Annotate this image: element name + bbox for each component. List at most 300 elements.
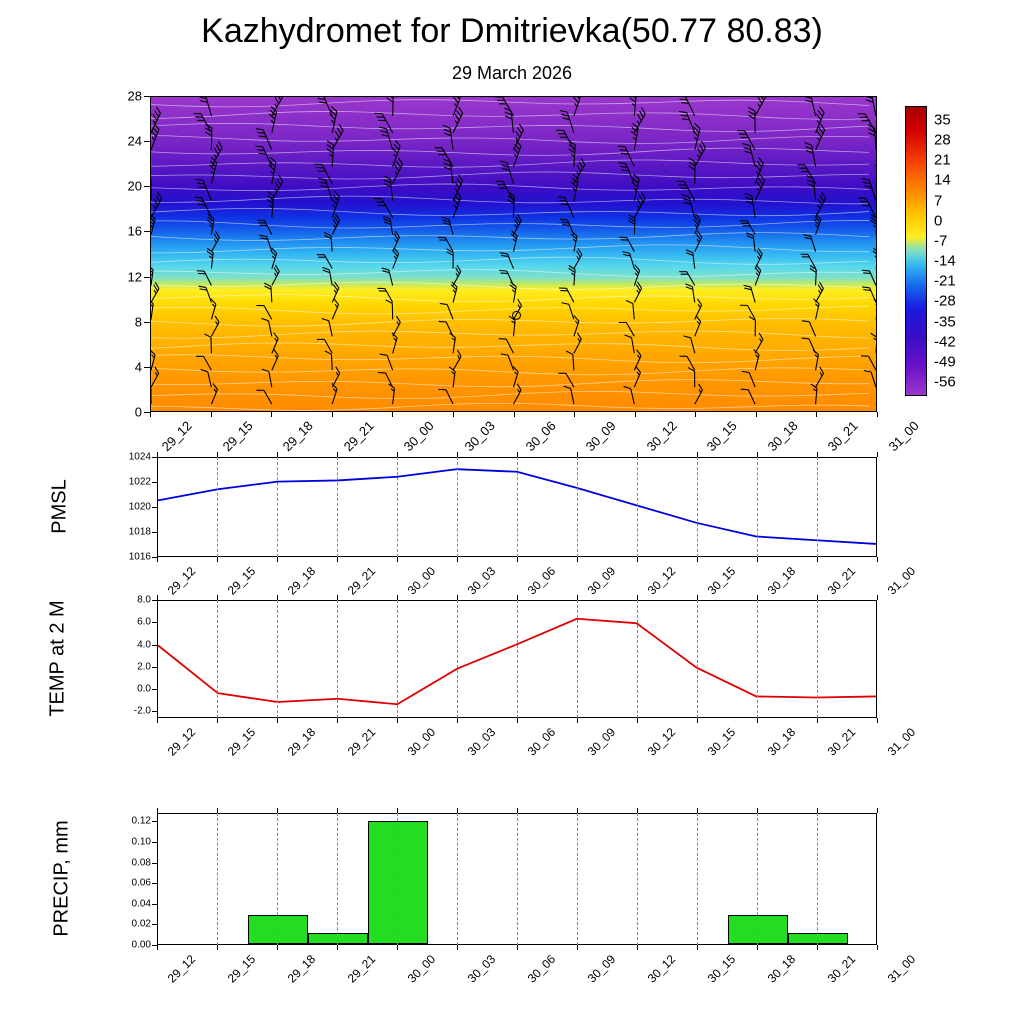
wind-barb: [513, 214, 521, 234]
wind-barb: [151, 192, 162, 218]
isoline: [151, 245, 869, 253]
wind-barb: [393, 248, 399, 269]
y-tickmark: [152, 600, 157, 601]
wind-barb: [864, 96, 875, 116]
x-tick-label: 29_18: [284, 725, 319, 759]
x-tick-label: 30_21: [824, 725, 859, 759]
x-tickmark: [397, 718, 398, 723]
wind-barb: [197, 271, 212, 286]
x-tick-label: 30_12: [644, 564, 679, 598]
sounding-y-tick: 24: [127, 133, 142, 149]
gridline-v: [637, 457, 638, 557]
x-tick-label: 31_00: [884, 725, 919, 759]
wind-barb: [453, 191, 461, 217]
sounding-x-tick: 30_15: [703, 418, 741, 455]
wind-barb: [267, 192, 274, 218]
x-tick-label: 30_03: [464, 725, 499, 759]
wind-barb: [862, 270, 876, 285]
x-tick-label: 29_21: [344, 564, 379, 598]
wind-barb: [332, 191, 339, 217]
sounding-x-tickmark: [150, 412, 151, 417]
wind-barb: [858, 198, 876, 218]
x-tickmark-top: [457, 595, 458, 600]
y-tickmark: [152, 924, 157, 925]
wind-barb: [389, 384, 395, 404]
x-tick-label: 31_00: [884, 952, 919, 986]
x-tick-label: 30_06: [524, 725, 559, 759]
wind-barb: [211, 316, 219, 336]
x-tickmark: [157, 945, 158, 950]
wind-barb: [257, 220, 272, 234]
y-tick-label: 0.10: [131, 836, 151, 848]
wind-barb: [741, 389, 755, 404]
y-tickmark: [152, 667, 157, 668]
wind-barb: [805, 143, 816, 167]
gridline-v: [277, 813, 278, 945]
wind-barb: [377, 288, 392, 302]
gridline-v: [577, 813, 578, 945]
wind-barb: [873, 248, 877, 269]
pmsl-y-label: PMSL: [48, 479, 71, 534]
sounding-y-tickmark: [144, 231, 150, 232]
x-tickmark-top: [757, 595, 758, 600]
x-tickmark-top: [877, 595, 878, 600]
wind-barb: [442, 217, 453, 234]
colorbar-tick-label: -7: [934, 232, 948, 250]
sounding-y-tickmark: [144, 277, 150, 278]
wind-barb: [314, 164, 332, 184]
colorbar-tick-label: 7: [934, 192, 943, 210]
wind-barb: [632, 174, 639, 200]
colorbar-tick-label: 0: [934, 212, 943, 230]
wind-barb: [802, 321, 816, 337]
wind-barb: [689, 158, 696, 184]
x-tickmark-top: [757, 808, 758, 813]
sounding-y-tickmark: [144, 322, 150, 323]
wind-barb: [198, 96, 211, 116]
wind-barb: [564, 386, 574, 404]
wind-barb: [150, 175, 151, 201]
y-tick-label: 1016: [128, 551, 151, 563]
sounding-x-tick: 30_00: [400, 418, 438, 455]
x-tick-label: 30_15: [704, 952, 739, 986]
wind-barb: [151, 124, 159, 150]
x-tickmark: [217, 718, 218, 723]
x-tick-label: 29_21: [344, 952, 379, 986]
wind-barb: [754, 350, 759, 371]
wind-barb: [150, 254, 151, 269]
x-tickmark-top: [817, 595, 818, 600]
gridline-v: [397, 600, 398, 718]
gridline-v: [457, 600, 458, 718]
wind-barb: [322, 319, 333, 337]
y-tickmark: [152, 557, 157, 558]
sounding-y-tick: 4: [134, 359, 142, 375]
wind-barb: [749, 317, 755, 337]
x-tickmark: [397, 557, 398, 562]
wind-barb: [755, 175, 764, 201]
y-tick-label: 8.0: [137, 594, 151, 606]
wind-barb: [382, 268, 393, 286]
wind-barb: [688, 368, 695, 388]
gridline-v: [217, 600, 218, 718]
y-tickmark: [152, 507, 157, 508]
wind-barb: [150, 144, 151, 167]
sounding-x-tick: 30_06: [522, 418, 559, 455]
x-tickmark: [277, 718, 278, 723]
wind-barb: [272, 265, 279, 285]
sounding-y-tickmark: [144, 186, 150, 187]
sounding-x-tick: 30_03: [461, 418, 498, 455]
wind-barb: [677, 181, 695, 200]
wind-barb: [755, 96, 766, 116]
wind-barb: [618, 163, 634, 184]
page-title: Kazhydromet for Dmitrievka(50.77 80.83): [201, 12, 823, 50]
wind-barb: [744, 285, 756, 302]
wind-barb: [196, 356, 211, 370]
y-tickmark: [152, 532, 157, 533]
wind-barb: [443, 125, 453, 150]
isoline: [151, 270, 869, 277]
gridline-v: [637, 600, 638, 718]
x-tickmark-top: [517, 808, 518, 813]
precip-bar: [728, 915, 788, 944]
y-tickmark: [152, 842, 157, 843]
x-tickmark: [457, 945, 458, 950]
x-tickmark: [517, 718, 518, 723]
x-tickmark-top: [517, 452, 518, 457]
x-tickmark: [757, 945, 758, 950]
gridline-v: [457, 457, 458, 557]
wind-barb: [695, 299, 702, 320]
x-tickmark-top: [697, 595, 698, 600]
x-tickmark: [217, 945, 218, 950]
x-tickmark: [517, 945, 518, 950]
colorbar-tick-label: -42: [934, 333, 956, 351]
isoline: [151, 368, 869, 375]
isoline: [151, 221, 869, 228]
gridline-v: [637, 813, 638, 945]
wind-barb: [504, 108, 513, 133]
y-tick-label: 1022: [128, 476, 151, 488]
x-tickmark-top: [457, 808, 458, 813]
sounding-y-tickmark: [144, 367, 150, 368]
x-tickmark: [877, 557, 878, 562]
x-tick-label: 30_09: [584, 564, 619, 598]
wind-barb: [199, 286, 212, 302]
y-tickmark: [152, 457, 157, 458]
wind-barb: [386, 300, 393, 320]
wind-barb: [256, 390, 271, 404]
wind-barb: [447, 249, 453, 269]
x-tickmark: [877, 945, 878, 950]
y-tick-label: 6.0: [137, 616, 151, 628]
gridline-v: [697, 457, 698, 557]
sounding-x-tickmark: [211, 412, 212, 417]
x-tick-label: 30_18: [764, 564, 799, 598]
y-tickmark: [152, 821, 157, 822]
y-tickmark: [152, 689, 157, 690]
calm-wind-marker: [512, 311, 520, 319]
wind-barb: [559, 288, 574, 302]
x-tickmark: [697, 945, 698, 950]
wind-barb: [566, 351, 574, 370]
wind-barb: [876, 383, 877, 404]
sounding-overlay: [151, 97, 876, 412]
gridline-v: [397, 457, 398, 557]
gridline-v: [217, 813, 218, 945]
sounding-x-tickmark: [514, 412, 515, 417]
isoline: [151, 233, 869, 241]
x-tickmark: [577, 557, 578, 562]
sounding-x-tickmark: [816, 412, 817, 417]
gridline-v: [697, 600, 698, 718]
x-tickmark-top: [397, 595, 398, 600]
wind-barb: [871, 215, 877, 235]
x-tick-label: 29_21: [344, 725, 379, 759]
gridline-v: [337, 813, 338, 945]
x-tickmark-top: [757, 452, 758, 457]
isoline: [151, 148, 869, 155]
x-tickmark-top: [397, 808, 398, 813]
sounding-x-tickmark: [453, 412, 454, 417]
wind-barb: [684, 336, 695, 353]
x-tickmark-top: [457, 452, 458, 457]
colorbar-tick-label: 21: [934, 151, 951, 169]
gridline-v: [457, 813, 458, 945]
x-tickmark: [757, 557, 758, 562]
wind-barb: [858, 114, 876, 133]
sounding-x-tickmark: [271, 412, 272, 417]
colorbar-tick-label: 35: [934, 111, 951, 129]
gridline-v: [217, 457, 218, 557]
wind-barb: [679, 112, 695, 133]
gridline-v: [817, 813, 818, 945]
x-tickmark: [757, 718, 758, 723]
sounding-x-tick: 29_21: [340, 418, 377, 455]
y-tick-label: 1024: [128, 451, 151, 463]
wind-barb: [393, 316, 401, 336]
wind-barb: [332, 214, 339, 234]
gridline-v: [757, 457, 758, 557]
isoline: [151, 306, 869, 314]
wind-barb: [803, 96, 815, 116]
wind-barb: [573, 96, 580, 116]
x-tickmark: [457, 557, 458, 562]
x-tickmark: [877, 718, 878, 723]
sounding-y-tickmark: [144, 96, 150, 97]
isoline: [151, 391, 869, 398]
precip-bar: [788, 933, 848, 944]
gridline-v: [397, 813, 398, 945]
wind-barb: [634, 350, 641, 371]
wind-barb: [332, 367, 340, 387]
wind-barb: [569, 141, 576, 167]
y-tickmark: [152, 904, 157, 905]
sounding-x-tickmark: [332, 412, 333, 417]
wind-barb: [876, 316, 877, 336]
sounding-x-tick: 29_12: [158, 418, 195, 455]
wind-barb: [332, 282, 339, 303]
wind-barb: [272, 175, 283, 200]
x-tickmark-top: [157, 808, 158, 813]
x-tick-label: 30_00: [404, 725, 439, 759]
wind-barb: [737, 131, 755, 150]
isoline: [151, 318, 869, 326]
x-tickmark: [277, 945, 278, 950]
y-tick-label: 0.08: [131, 857, 151, 868]
y-tickmark: [152, 883, 157, 884]
x-tickmark-top: [637, 452, 638, 457]
x-tick-label: 30_18: [764, 952, 799, 986]
isoline: [151, 208, 869, 215]
y-tickmark: [152, 945, 157, 946]
wind-barb: [742, 371, 755, 387]
x-tickmark-top: [877, 808, 878, 813]
wind-barb: [261, 318, 271, 336]
wind-barb: [317, 339, 332, 353]
colorbar-tick-label: -56: [934, 373, 956, 391]
x-tick-label: 30_18: [764, 725, 799, 759]
x-tick-label: 30_15: [704, 564, 739, 598]
x-tick-label: 29_15: [224, 564, 259, 598]
x-tickmark-top: [217, 595, 218, 600]
temp-y-label: TEMP at 2 M: [46, 600, 69, 717]
sounding-x-tick: 30_21: [824, 418, 862, 455]
y-tick-label: 0.06: [131, 877, 151, 889]
x-tick-label: 30_06: [524, 564, 559, 598]
wind-barb: [272, 350, 279, 371]
wind-barb: [375, 113, 393, 132]
x-tickmark: [397, 945, 398, 950]
wind-barb: [562, 303, 574, 320]
wind-barb: [679, 272, 694, 286]
wind-barb: [264, 283, 272, 302]
wind-barb: [634, 367, 640, 388]
gridline-v: [577, 457, 578, 557]
isoline: [151, 380, 869, 387]
gridline-v: [337, 457, 338, 557]
sounding-x-tick: 31_00: [885, 418, 922, 455]
x-tickmark: [217, 557, 218, 562]
colorbar-tick-label: -14: [934, 252, 956, 270]
x-tickmark: [637, 557, 638, 562]
colorbar-tick-label: -49: [934, 353, 956, 371]
wind-barb: [453, 350, 461, 370]
sounding-x-tick: 30_09: [582, 418, 619, 455]
gridline-v: [757, 813, 758, 945]
wind-barb: [861, 356, 876, 370]
x-tickmark-top: [157, 452, 158, 457]
wind-barb: [862, 287, 876, 302]
wind-barb: [574, 248, 582, 268]
y-tick-label: 1018: [128, 526, 151, 538]
sounding-x-tickmark: [574, 412, 575, 417]
colorbar-tick-label: -28: [934, 292, 956, 310]
x-tickmark-top: [577, 595, 578, 600]
y-tickmark: [152, 711, 157, 712]
x-tick-label: 30_12: [644, 952, 679, 986]
gridline-v: [757, 600, 758, 718]
wind-barb: [150, 321, 151, 336]
colorbar-tick-label: 28: [934, 131, 951, 149]
wind-barb: [695, 384, 703, 404]
wind-barb: [797, 165, 815, 184]
wind-barb: [393, 140, 401, 166]
x-tickmark-top: [397, 452, 398, 457]
sounding-x-tick: 29_15: [219, 418, 256, 455]
gridline-v: [337, 600, 338, 718]
wind-barb: [868, 125, 876, 150]
colorbar-tick-label: -35: [934, 313, 956, 331]
gridline-v: [277, 457, 278, 557]
page-subtitle: 29 March 2026: [451, 63, 573, 83]
sounding-x-tick: 30_18: [764, 418, 801, 455]
gridline-v: [817, 457, 818, 557]
x-tickmark: [637, 945, 638, 950]
wind-barb: [513, 124, 523, 150]
wind-barb: [207, 248, 213, 268]
wind-barb: [574, 333, 581, 353]
x-tickmark-top: [337, 595, 338, 600]
colorbar: [905, 106, 927, 396]
wind-barb: [679, 356, 694, 370]
wind-barb: [453, 265, 461, 285]
x-tickmark: [697, 557, 698, 562]
x-tickmark: [457, 718, 458, 723]
x-tickmark-top: [637, 595, 638, 600]
wind-barb: [324, 233, 332, 252]
wind-barb: [619, 237, 634, 251]
wind-barb: [814, 214, 821, 235]
sounding-x-tickmark: [635, 412, 636, 417]
y-tick-label: 1020: [128, 501, 151, 513]
y-tick-label: 2.0: [137, 661, 151, 673]
y-tick-label: 0.0: [137, 683, 151, 695]
x-tickmark: [817, 945, 818, 950]
x-tick-label: 30_21: [824, 952, 859, 986]
x-tickmark-top: [337, 452, 338, 457]
sounding-y-tick: 0: [134, 404, 142, 420]
wind-barb: [439, 389, 454, 404]
wind-barb: [209, 157, 216, 183]
y-tick-label: 0.12: [131, 815, 151, 827]
x-tickmark-top: [577, 452, 578, 457]
y-tick-label: -2.0: [133, 705, 151, 717]
wind-barb: [628, 215, 635, 235]
gridline-v: [517, 600, 518, 718]
wind-barb: [876, 141, 877, 167]
wind-barb: [332, 124, 343, 150]
isoline: [151, 135, 869, 143]
x-tick-label: 30_00: [404, 952, 439, 986]
x-tickmark: [577, 945, 578, 950]
wind-barb: [816, 367, 824, 387]
sounding-x-tickmark: [756, 412, 757, 417]
wind-barb: [876, 231, 877, 251]
wind-barb: [495, 97, 513, 116]
wind-barb: [374, 199, 392, 218]
x-tickmark-top: [217, 452, 218, 457]
x-tick-label: 30_09: [584, 725, 619, 759]
y-tick-label: 0.00: [131, 939, 151, 951]
wind-barb: [622, 252, 634, 269]
sounding-x-tick: 30_12: [643, 418, 680, 455]
x-tickmark-top: [817, 452, 818, 457]
wind-barb: [746, 233, 755, 252]
wind-barb: [449, 367, 455, 387]
wind-barb: [330, 106, 337, 132]
